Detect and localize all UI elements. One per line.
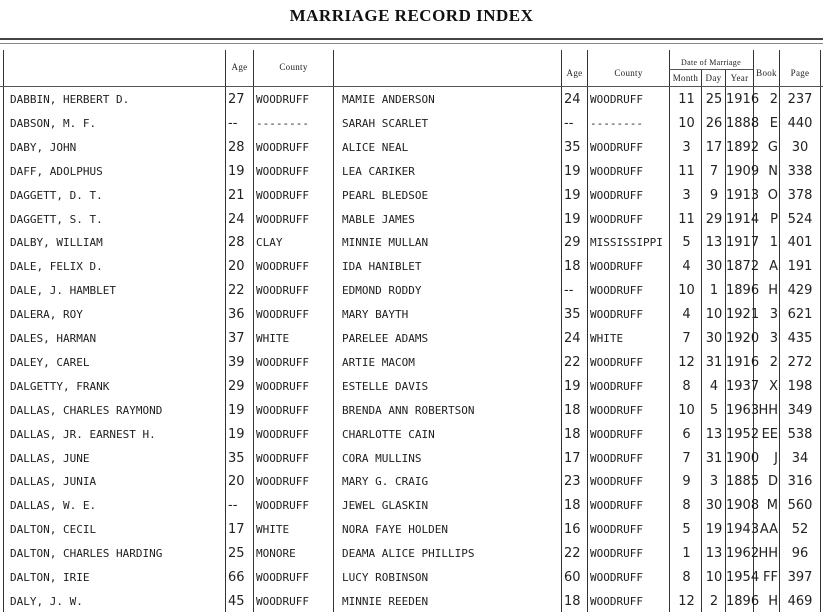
page-number: 191 (787, 259, 813, 275)
book: FF (763, 570, 778, 585)
book: HH (758, 546, 778, 562)
book: 2 (769, 354, 778, 370)
groom-county: WOODRUFF (256, 188, 309, 202)
groom-age: 36 (228, 307, 245, 323)
book: 2 (769, 92, 778, 107)
bride-county: WOODRUFF (590, 284, 643, 298)
marriage-month: 10 (678, 402, 695, 418)
marriage-month: 11 (678, 211, 695, 227)
marriage-month: 9 (682, 474, 691, 490)
table-row (0, 447, 823, 471)
header-rule-bottom (0, 43, 823, 44)
groom-age: 45 (228, 593, 245, 609)
marriage-year: 1909 (726, 163, 760, 179)
groom-age: 22 (228, 283, 245, 299)
marriage-day: 29 (705, 211, 723, 227)
page-number: 52 (791, 522, 809, 538)
table-row (0, 88, 823, 112)
table-row (0, 303, 823, 327)
marriage-day: 30 (705, 498, 723, 514)
table-row (0, 542, 823, 566)
bride-age: 18 (564, 498, 581, 514)
book: H (768, 283, 778, 299)
marriage-month: 1 (682, 546, 691, 562)
groom-age: 21 (228, 187, 245, 203)
date-subheader-rule (669, 69, 753, 70)
bride-name: MINNIE MULLAN (342, 236, 429, 250)
bride-name: LEA CARIKER (342, 164, 415, 178)
marriage-day: 17 (705, 139, 723, 155)
bride-age: 60 (564, 570, 581, 585)
book: AA (759, 522, 778, 538)
marriage-day: 4 (709, 378, 719, 394)
bride-age: 19 (564, 163, 581, 179)
bride-age: 18 (564, 259, 581, 275)
marriage-month: 10 (678, 115, 695, 131)
book: 1 (769, 235, 778, 251)
groom-age: 27 (228, 92, 245, 107)
page-number: 349 (787, 402, 813, 418)
bride-county: WOODRUFF (590, 260, 643, 274)
marriage-month: 12 (678, 354, 695, 370)
bride-county: -------- (590, 116, 643, 130)
marriage-year: 1963 (726, 402, 760, 418)
marriage-month: 10 (678, 283, 695, 299)
groom-age: 37 (228, 331, 245, 346)
header-groom-age: Age (231, 62, 248, 72)
bride-county: WOODRUFF (590, 571, 643, 584)
page-number: 429 (787, 283, 813, 299)
bride-county: WOODRUFF (590, 212, 643, 226)
marriage-month: 4 (682, 307, 691, 323)
groom-name: DALTON, CHARLES HARDING (10, 547, 163, 561)
groom-age: 28 (228, 139, 245, 155)
groom-county: WOODRUFF (256, 260, 309, 274)
groom-name: DALGETTY, FRANK (10, 379, 110, 393)
marriage-year: 1892 (726, 139, 760, 155)
marriage-year: 1943 (726, 522, 760, 538)
groom-county: WOODRUFF (256, 212, 309, 226)
bride-name: NORA FAYE HOLDEN (342, 523, 448, 537)
bride-county: WHITE (590, 332, 624, 345)
bride-age: 18 (564, 593, 581, 609)
groom-county: WHITE (256, 523, 290, 537)
bride-county: WOODRUFF (590, 427, 643, 441)
groom-name: DALBY, WILLIAM (10, 236, 103, 250)
marriage-year: 1921 (726, 307, 760, 323)
table-row (0, 590, 823, 614)
marriage-month: 11 (678, 163, 695, 179)
table-row (0, 375, 823, 399)
bride-age: 17 (564, 450, 581, 466)
page-number: 30 (791, 139, 809, 155)
bride-county: WOODRUFF (590, 499, 643, 513)
groom-name: DALLAS, CHARLES RAYMOND (10, 403, 163, 417)
groom-name: DAGGETT, D. T. (10, 188, 103, 202)
marriage-year: 1952 (726, 426, 760, 442)
groom-age: 19 (228, 426, 245, 442)
marriage-day: 13 (705, 426, 723, 442)
bride-name: PEARL BLEDSOE (342, 188, 429, 202)
book: P (770, 211, 778, 227)
marriage-year: 1920 (726, 331, 760, 346)
page-number: 440 (787, 115, 813, 131)
marriage-year: 1896 (726, 593, 760, 609)
page-number: 272 (787, 354, 813, 370)
book: M (766, 498, 778, 514)
header-day: Day (705, 73, 722, 83)
groom-county: WOODRUFF (256, 403, 309, 417)
marriage-day: 1 (709, 283, 719, 299)
bride-age: 16 (564, 522, 581, 538)
table-row (0, 136, 823, 160)
page-number: 435 (787, 331, 813, 346)
page-number: 316 (787, 474, 813, 490)
marriage-month: 7 (682, 331, 691, 346)
groom-name: DALLAS, JUNIA (10, 475, 97, 489)
page-number: 378 (787, 187, 813, 203)
groom-name: DALERA, ROY (10, 308, 83, 322)
bride-county: WOODRUFF (590, 451, 643, 465)
marriage-day: 13 (705, 235, 723, 251)
header-groom-county: County (279, 62, 308, 72)
bride-age: 19 (564, 211, 581, 227)
groom-name: DALTON, CECIL (10, 523, 97, 537)
groom-age: 24 (228, 211, 245, 227)
table-row (0, 470, 823, 494)
bride-age: 19 (564, 187, 581, 203)
groom-name: DALY, J. W. (10, 594, 83, 608)
page-number: 338 (787, 163, 813, 179)
marriage-day: 30 (705, 259, 723, 275)
page-number: 538 (787, 426, 813, 442)
bride-age: 18 (564, 426, 581, 442)
page-number: 34 (791, 450, 809, 466)
marriage-year: 1962 (726, 546, 760, 562)
marriage-day: 13 (705, 546, 723, 562)
marriage-month: 7 (682, 450, 691, 466)
bride-county: WOODRUFF (590, 547, 643, 561)
bride-age: 29 (564, 235, 581, 251)
bride-county: WOODRUFF (590, 403, 643, 417)
bride-name: SARAH SCARLET (342, 116, 429, 130)
bride-county: WOODRUFF (590, 594, 643, 608)
marriage-day: 19 (705, 522, 723, 538)
book: A (769, 259, 778, 275)
marriage-year: 1908 (726, 498, 760, 514)
table-row (0, 566, 823, 590)
marriage-month: 5 (682, 522, 691, 538)
table-row (0, 327, 823, 351)
groom-age: 29 (228, 378, 245, 394)
marriage-day: 31 (705, 450, 723, 466)
marriage-year: 1872 (726, 259, 760, 275)
groom-county: MONORE (256, 547, 296, 561)
bride-name: JEWEL GLASKIN (342, 499, 429, 513)
groom-age: 28 (228, 235, 245, 251)
groom-age: 35 (228, 450, 245, 466)
header-book: Book (756, 68, 777, 78)
bride-name: ALICE NEAL (342, 140, 409, 154)
table-row (0, 279, 823, 303)
groom-name: DALE, J. HAMBLET (10, 284, 116, 298)
header-bride-county: County (614, 68, 643, 78)
groom-county: WHITE (256, 332, 290, 345)
groom-county: WOODRUFF (256, 284, 309, 298)
groom-age: 19 (228, 402, 245, 418)
bride-name: MINNIE REEDEN (342, 594, 429, 608)
bride-name: CORA MULLINS (342, 451, 422, 465)
marriage-month: 11 (678, 92, 695, 107)
marriage-month: 6 (682, 426, 691, 442)
groom-age: 66 (228, 570, 245, 585)
groom-county: WOODRUFF (256, 140, 309, 154)
bride-age: -- (564, 283, 574, 299)
bride-county: WOODRUFF (590, 355, 643, 369)
groom-age: -- (228, 115, 238, 131)
header-bride-age: Age (566, 68, 583, 78)
bride-age: 24 (564, 92, 581, 107)
table-row (0, 399, 823, 423)
book: EE (761, 426, 778, 442)
book: 3 (769, 307, 778, 323)
marriage-day: 10 (705, 307, 723, 323)
bride-county: WOODRUFF (590, 379, 643, 393)
page-number: 237 (787, 92, 813, 107)
bride-county: WOODRUFF (590, 308, 643, 322)
marriage-month: 5 (682, 235, 691, 251)
page-number: 469 (787, 593, 813, 609)
bride-county: WOODRUFF (590, 475, 643, 489)
groom-name: DALLAS, W. E. (10, 499, 97, 513)
marriage-month: 3 (682, 187, 691, 203)
marriage-day: 10 (705, 570, 723, 585)
marriage-year: 1954 (726, 570, 760, 585)
groom-name: DALE, FELIX D. (10, 260, 103, 274)
table-row (0, 518, 823, 542)
header-date-of-marriage: Date of Marriage (681, 58, 741, 67)
bride-name: MAMIE ANDERSON (342, 93, 435, 106)
page-number: 560 (787, 498, 813, 514)
bride-name: BRENDA ANN ROBERTSON (342, 403, 475, 417)
groom-name: DABBIN, HERBERT D. (10, 93, 130, 106)
groom-age: 17 (228, 522, 245, 538)
groom-county: WOODRUFF (256, 164, 309, 178)
bride-name: ARTIE MACOM (342, 355, 415, 369)
marriage-month: 3 (682, 139, 691, 155)
groom-county: WOODRUFF (256, 93, 309, 106)
bride-age: 35 (564, 139, 581, 155)
book: N (768, 163, 778, 179)
bride-county: MISSISSIPPI (590, 236, 663, 250)
page-number: 621 (787, 307, 813, 323)
bride-name: CHARLOTTE CAIN (342, 427, 435, 441)
marriage-month: 12 (678, 593, 695, 609)
bride-county: WOODRUFF (590, 140, 643, 154)
bride-name: MARY G. CRAIG (342, 475, 429, 489)
column-header-rule (0, 86, 823, 87)
marriage-day: 31 (705, 354, 723, 370)
marriage-year: 1913 (726, 187, 760, 203)
table-row (0, 494, 823, 518)
book: 3 (769, 331, 778, 346)
groom-age: -- (228, 498, 238, 514)
table-row (0, 160, 823, 184)
marriage-year: 1914 (726, 211, 760, 227)
marriage-month: 8 (682, 498, 691, 514)
book: X (769, 378, 778, 394)
table-row (0, 208, 823, 232)
marriage-year: 1916 (726, 92, 760, 107)
groom-name: DALEY, CAREL (10, 355, 90, 369)
book: E (769, 115, 778, 131)
groom-county: WOODRUFF (256, 499, 309, 513)
bride-age: -- (564, 115, 574, 131)
book: O (767, 187, 778, 203)
groom-county: WOODRUFF (256, 355, 309, 369)
bride-county: WOODRUFF (590, 93, 643, 106)
bride-county: WOODRUFF (590, 188, 643, 202)
groom-county: WOODRUFF (256, 379, 309, 393)
bride-name: PARELEE ADAMS (342, 332, 429, 345)
bride-name: EDMOND RODDY (342, 284, 422, 298)
book: D (767, 474, 778, 490)
groom-age: 25 (228, 546, 245, 562)
bride-age: 22 (564, 354, 581, 370)
bride-county: WOODRUFF (590, 164, 643, 178)
groom-name: DABSON, M. F. (10, 116, 97, 130)
groom-name: DAGGETT, S. T. (10, 212, 103, 226)
table-row (0, 351, 823, 375)
bride-county: WOODRUFF (590, 523, 643, 537)
marriage-day: 9 (709, 187, 719, 203)
marriage-year: 1937 (726, 378, 760, 394)
marriage-month: 8 (682, 378, 691, 394)
page-number: 198 (787, 378, 813, 394)
book: J (774, 450, 778, 466)
groom-name: DALES, HARMAN (10, 332, 97, 345)
groom-name: DABY, JOHN (10, 140, 77, 154)
marriage-day: 30 (705, 331, 723, 346)
marriage-day: 25 (705, 92, 723, 107)
groom-county: WOODRUFF (256, 594, 309, 608)
bride-age: 35 (564, 307, 581, 323)
bride-age: 23 (564, 474, 581, 490)
marriage-year: 1900 (726, 450, 760, 466)
table-row (0, 423, 823, 447)
groom-county: -------- (256, 116, 309, 130)
marriage-month: 4 (682, 259, 691, 275)
marriage-day: 7 (709, 163, 719, 179)
header-page: Page (790, 68, 810, 78)
groom-age: 20 (228, 259, 245, 275)
marriage-year: 1885 (726, 474, 760, 490)
table-row (0, 112, 823, 136)
bride-name: MABLE JAMES (342, 212, 415, 226)
groom-name: DALLAS, JUNE (10, 451, 90, 465)
bride-name: ESTELLE DAVIS (342, 379, 429, 393)
page-title: MARRIAGE RECORD INDEX (289, 6, 534, 25)
groom-county: WOODRUFF (256, 451, 309, 465)
header-year: Year (730, 73, 749, 83)
marriage-year: 1916 (726, 354, 760, 370)
page-number: 524 (787, 211, 813, 227)
marriage-year: 1888 (726, 115, 760, 131)
page-number: 397 (787, 570, 813, 585)
marriage-day: 26 (705, 115, 723, 131)
bride-age: 19 (564, 378, 581, 394)
groom-name: DALLAS, JR. EARNEST H. (10, 427, 156, 441)
groom-age: 20 (228, 474, 245, 490)
table-row (0, 231, 823, 255)
bride-name: LUCY ROBINSON (342, 571, 429, 584)
marriage-year: 1917 (726, 235, 760, 251)
bride-name: IDA HANIBLET (342, 260, 422, 274)
bride-age: 22 (564, 546, 581, 562)
marriage-day: 2 (709, 593, 719, 609)
page-number: 401 (787, 235, 813, 251)
marriage-day: 3 (709, 474, 719, 490)
table-row (0, 255, 823, 279)
groom-name: DALTON, IRIE (10, 571, 90, 584)
marriage-month: 8 (682, 570, 691, 585)
page-number: 96 (791, 546, 809, 562)
header-month: Month (672, 73, 699, 83)
header-rule-top (0, 38, 823, 40)
marriage-year: 1896 (726, 283, 760, 299)
table-row (0, 184, 823, 208)
bride-name: DEAMA ALICE PHILLIPS (342, 547, 475, 561)
book: G (767, 139, 778, 155)
book: H (768, 593, 778, 609)
groom-county: CLAY (256, 236, 283, 250)
groom-county: WOODRUFF (256, 475, 309, 489)
groom-age: 19 (228, 163, 245, 179)
groom-name: DAFF, ADOLPHUS (10, 164, 103, 178)
marriage-day: 5 (709, 402, 719, 418)
bride-name: MARY BAYTH (342, 308, 409, 322)
groom-county: WOODRUFF (256, 571, 309, 584)
bride-age: 24 (564, 331, 581, 346)
groom-county: WOODRUFF (256, 427, 309, 441)
groom-county: WOODRUFF (256, 308, 309, 322)
book: HH (758, 402, 778, 418)
bride-age: 18 (564, 402, 581, 418)
groom-age: 39 (228, 354, 245, 370)
